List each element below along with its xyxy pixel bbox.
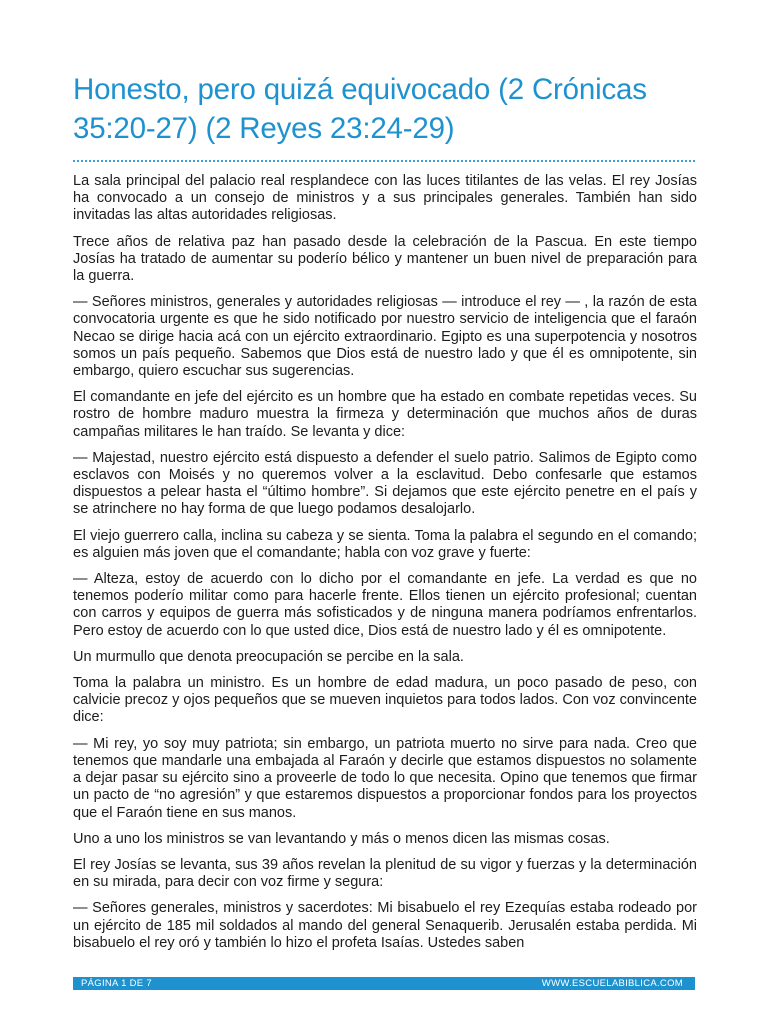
page-title: Honesto, pero quizá equivocado (2 Crónicas 35:20-27) (2 Reyes 23:24-29) [73,73,647,145]
paragraph: — Alteza, estoy de acuerdo con lo dicho por el comandante en jefe. La verdad es que no tenemos poderío militar como para hacerle frente. Ellos tienen un ejército profesional; cuentan con carros y equipos de guerra más sofisticados y de ninguna manera podríamos enfrentarlos. Pero estoy de acuerdo con lo que usted dice, Dios está de nuestro lado y él es omnipotente. [73,571,697,639]
paragraph: El rey Josías se levanta, sus 39 años revelan la plenitud de su vigor y fuerzas y la determinación en su mirada, para decir con voz firme y segura: [73,856,697,891]
title-divider [73,160,695,162]
paragraph: El comandante en jefe del ejército es un hombre que ha estado en combate repetidas veces. Su rostro de hombre maduro muestra la firmeza y determinación que muchos años de duras campañas militares le han traído. Se levanta y dice: [73,389,697,440]
article-body [73,173,697,952]
paragraph: — Señores ministros, generales y autoridades religiosas — introduce el rey — , la razón de esta convocatoria urgente es que he sido notificado por nuestro servicio de inteligencia que el faraón Necao se dirige hacia acá con un ejército extraordinario. Egipto es una superpotencia y nosotros somos un país pequeño. Sabemos que Dios está de nuestro lado y que él es omnipotente, sin embargo, quiero escuchar sus sugerencias. [73,294,697,380]
paragraph: — Mi rey, yo soy muy patriota; sin embargo, un patriota muerto no sirve para nada. Creo que tenemos que mandarle una embajada al Faraón y decirle que estamos dispuestos no solamente a dejar pasar su ejército sino a proveerle de todo lo que necesita. Opino que tenemos que firmar un pacto de “no agresión” y que estaremos dispuestos a proporcionar fondos para los proyectos que el Faraón tiene en sus manos. [73,735,697,821]
page-number: PÁGINA 1 DE 7 [81,978,152,989]
paragraph: — Majestad, nuestro ejército está dispuesto a defender el suelo patrio. Salimos de Egipto como esclavos con Moisés y no queremos volver a la esclavitud. Debo confesarle que estamos dispuestos a pelear hasta el “último hombre”. Si dejamos que este ejército penetre en el país y se atrinchere no hay forma de que luego podamos desalojarlo. [73,449,697,518]
paragraph: El viejo guerrero calla, inclina su cabeza y se sienta. Toma la palabra el segundo en el comando; es alguien más joven que el comandante; habla con voz grave y fuerte: [73,527,697,561]
paragraph: La sala principal del palacio real resplandece con las luces titilantes de las velas. El rey Josías ha convocado a un consejo de ministros y a sus principales generales. También han sido invitadas las altas autoridades religiosas. [73,173,697,224]
website-link[interactable]: WWW.ESCUELABIBLICA.COM [541,978,683,989]
page-content [73,70,697,961]
page-footer [73,977,695,990]
paragraph: — Señores generales, ministros y sacerdotes: Mi bisabuelo el rey Ezequías estaba rodeado por un ejército de 185 mil soldados al mando del general Senaquerib. Jerusalén estaba perdida. Mi bisabuelo el rey oró y también lo hizo el profeta Isaías. Ustedes saben [73,900,697,951]
paragraph: Un murmullo que denota preocupación se percibe en la sala. [73,648,464,665]
paragraph: Trece años de relativa paz han pasado desde la celebración de la Pascua. En este tiempo Josías ha tratado de aumentar su poderío bélico y mantener un buen nivel de preparación para la guerra. [73,233,697,285]
paragraph: Toma la palabra un ministro. Es un hombre de edad madura, un poco pasado de peso, con calvicie precoz y ojos pequeños que se mueven inquietos para todos lados. Con voz convincente dice: [73,675,697,726]
paragraph: Uno a uno los ministros se van levantando y más o menos dicen las mismas cosas. [73,830,610,847]
